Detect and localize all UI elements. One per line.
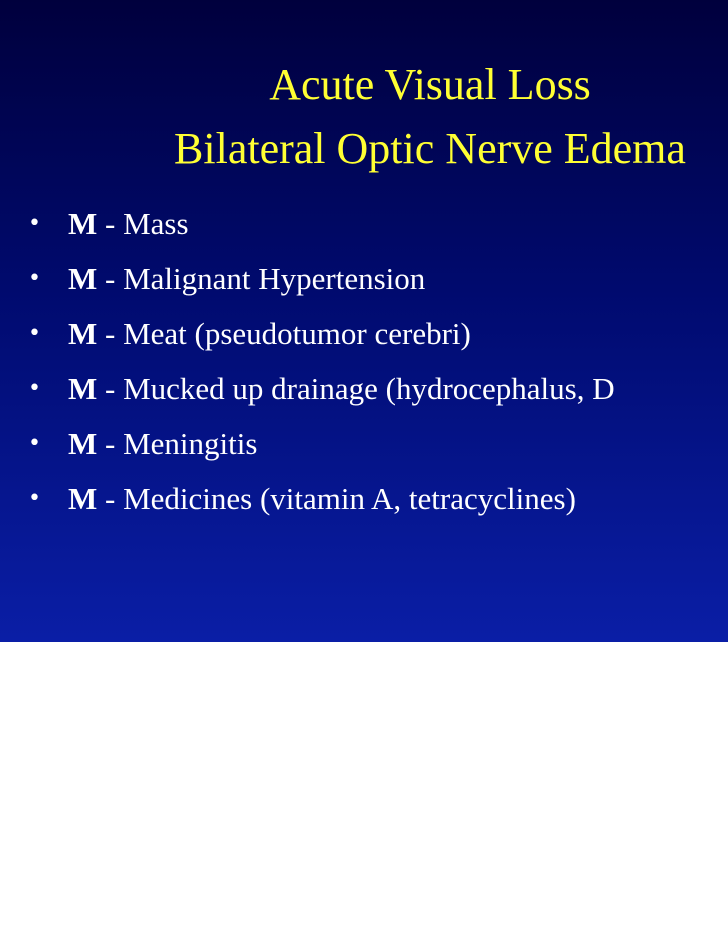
list-item	[28, 251, 615, 306]
bullet-icon: •	[28, 376, 41, 401]
mnemonic-letter: M	[68, 371, 98, 406]
mnemonic-letter: M	[68, 426, 98, 461]
mnemonic-letter: M	[68, 261, 98, 296]
list-item-text: - Medicines (vitamin A, tetracyclines)	[97, 481, 576, 516]
list-item-text: - Mass	[97, 206, 189, 241]
slide-subtitle: Bilateral Optic Nerve Edema	[174, 124, 686, 173]
list-item-text: - Meat (pseudotumor cerebri)	[97, 316, 471, 351]
list-item	[28, 306, 615, 361]
mnemonic-letter: M	[68, 206, 98, 241]
list-item	[28, 361, 615, 416]
bullet-icon: •	[28, 486, 41, 511]
bullet-icon: •	[28, 431, 41, 456]
list-item	[28, 416, 615, 471]
list-item-text: - Meningitis	[97, 426, 258, 461]
bullet-icon: •	[28, 211, 41, 236]
list-item	[28, 196, 615, 251]
list-item	[28, 471, 615, 526]
bullet-icon: •	[28, 321, 41, 346]
list-item-text: - Malignant Hypertension	[97, 261, 426, 296]
mnemonic-letter: M	[68, 481, 98, 516]
bullet-list	[28, 196, 615, 526]
slide-title: Acute Visual Loss	[269, 60, 591, 109]
bullet-icon: •	[28, 266, 41, 291]
list-item-text: - Mucked up drainage (hydrocephalus, D	[97, 371, 615, 406]
mnemonic-letter: M	[68, 316, 98, 351]
